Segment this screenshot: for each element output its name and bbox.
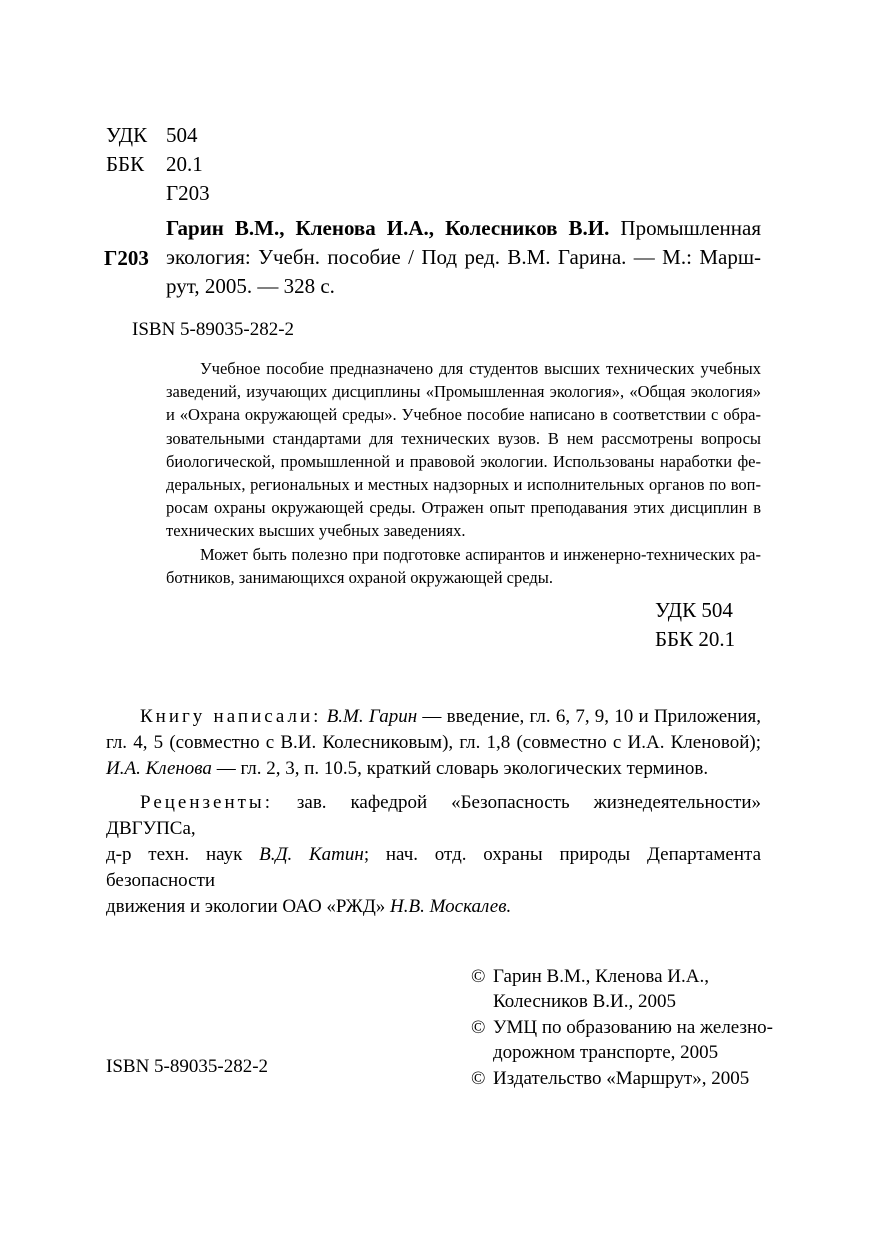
copyrights [471, 964, 773, 1091]
authorship-line-2: гл. 4, 5 (совместно с В.И. Колесниковым), гл. 1,8 (совместно с И.А. Кленовой); [106, 732, 761, 753]
reviewers-label: Рецензенты: [140, 792, 273, 813]
authorship-line-3: И.А. Кленова — гл. 2, 3, п. 10.5, краткий словарь экологических терминов. [106, 758, 709, 779]
bib-line-3: рут, 2005. — 328 с. [166, 274, 335, 298]
classification-right [655, 596, 735, 654]
copyright-3: © Издательство «Маршрут», 2005 [471, 1068, 750, 1089]
reviewers-line-1: Рецензенты: зав. кафедрой «Безопасность жизнедеятельности» ДВГУПСа, [106, 792, 761, 839]
bib-line-2: экология: Учебн. пособие / Под ред. В.М. Гарина. — М.: Марш- [166, 245, 761, 269]
abstract-line: зовательными стандартами для технических вузов. В нем рассмотрены вопросы [166, 428, 761, 448]
abstract-line: Может быть полезно при подготовке аспирантов и инженерно-технических ра- [200, 544, 761, 564]
reviewers-line-3: движения и экологии ОАО «РЖД» Н.В. Москалев. [106, 896, 512, 917]
abstract [166, 357, 761, 589]
reviewers [106, 790, 761, 920]
copyright-symbol: © [471, 966, 486, 987]
udk-right: УДК 504 [655, 598, 733, 622]
isbn-top: ISBN 5-89035-282-2 [132, 319, 295, 340]
copyright-1: © Гарин В.М., Кленова И.А., Колесников В.И., 2005 [471, 966, 709, 1012]
bbk-label: ББК [106, 152, 145, 176]
copyright-2: © УМЦ по образованию на железно- дорожном транспорте, 2005 [471, 1017, 773, 1063]
margin-mark: Г203 [104, 246, 149, 270]
udk-label: УДК [106, 123, 148, 147]
bbk-row [106, 150, 210, 179]
abstract-line: биологической, промышленной и правовой экологии. Использованы наработки фе- [166, 451, 761, 471]
bib-title-start: Промышленная [620, 216, 762, 240]
author-1: В.М. Гарин [326, 706, 418, 727]
abstract-line: и «Охрана окружающей среды». Учебное пособие написано в соответствии с обра- [166, 405, 761, 425]
abstract-line: деральных, региональных и местных надзорных и исполнительных органов по воп- [166, 475, 761, 495]
authorship-label: Книгу написали: [140, 706, 322, 727]
abstract-line: ботников, занимающихся охраной окружающей среды. [166, 567, 553, 587]
abstract-line: Учебное пособие предназначено для студентов высших технических учебных [200, 359, 761, 378]
reviewers-line-2: д-р техн. наук В.Д. Катин; нач. отд. охраны природы Департамента безопасности [106, 844, 761, 891]
bib-entry [166, 214, 761, 301]
classification-top [106, 121, 210, 208]
copyright-symbol: © [471, 1068, 486, 1089]
bib-line-1 [166, 214, 761, 243]
abstract-line: росам охраны окружающей среды. Отражен опыт преподавания этих дисциплин в [166, 498, 761, 518]
abstract-line: технических высших учебных заведениях. [166, 521, 466, 541]
bib-authors: Гарин В.М., Кленова И.А., Колесников В.И. [166, 216, 610, 240]
isbn-bottom: ISBN 5-89035-282-2 [106, 1056, 269, 1077]
authorship-line-1: Книгу написали: В.М. Гарин — введение, гл. 6, 7, 9, 10 и Приложения, [140, 706, 761, 727]
udk-value: 504 [166, 123, 198, 147]
author-mark: Г203 [166, 181, 210, 205]
author-mark-row [106, 179, 210, 208]
reviewer-2: Н.В. Москалев. [390, 896, 512, 917]
bbk-value: 20.1 [166, 152, 203, 176]
reviewer-1: В.Д. Катин [259, 844, 364, 865]
bbk-right: ББК 20.1 [655, 627, 736, 651]
copyright-symbol: © [471, 1017, 486, 1038]
udk-row [106, 121, 210, 150]
abstract-line: заведений, изучающих дисциплины «Промышленная экология», «Общая экология» [166, 382, 761, 402]
author-2: И.А. Кленова [106, 758, 212, 779]
authorship [106, 704, 761, 782]
